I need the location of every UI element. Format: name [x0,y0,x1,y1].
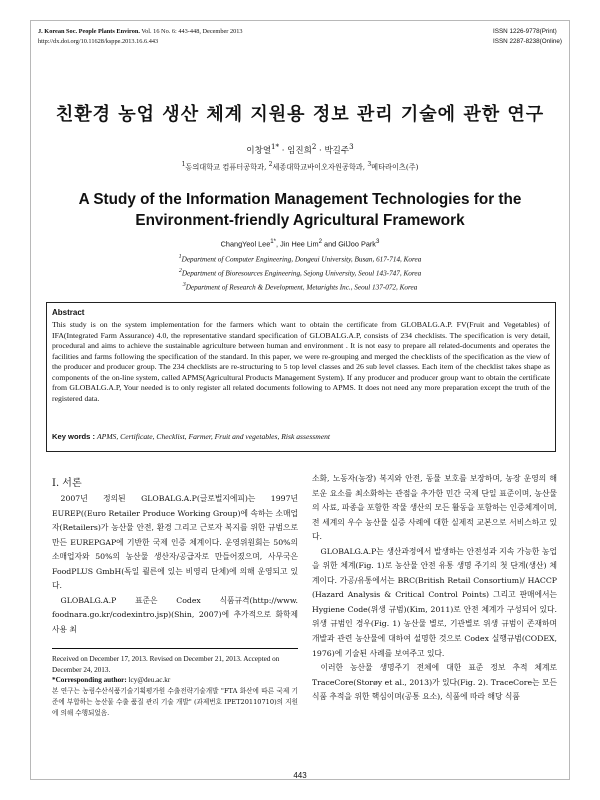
korean-affiliations: $^1$동의대학교 컴퓨터공학과, $^2$세종대학교바이오자원공학과, $^3$메타라이츠(주) [181,161,419,172]
issn-print: ISSN 1226-9778(Print) [493,28,557,35]
right-paragraph-2: GLOBALG.A.P는 생산과정에서 발생하는 안전성과 지속 가능한 농업을 위한 체계(Fig. 1)로 농산물 안전 유통 생명 주기의 첫 단계(생산) 체계이다. 가공/유통에서는 BRC(British Retail Consortium)/ HACCP (Hazard Analysis & Critical Control Points) 그리고 판매에서는 Hygiene Code(위생 규범)(Kim, 2011)로 안전 체계가 구성되어 있다. 위생 규범인 경우(Fig. 1) 농산물 별로, 기관별로 위생 규범이 존재하며 개발과 관련 농산물에 대하여 설명한 것으로 Codex 실행규범(CODEX, 1976)에 기술된 사례를 보여주고 있다. [312,546,557,658]
left-paragraph-1: 2007년 정의된 GLOBALG.A.P(글로벌지에피)는 1997년 EUREP((Euro Retailer Produce Working Group)에 속하는 소매업자(Retailers)가 농산물 안전, 환경 그리고 근로자 복지를 위한 규범으로 만든 EUREPGAP에 기반한 국제 인증 체계이다. 운영위원회는 50%의 소매업자와 50%의 농산물 생산자/공급자로 만들어졌으며, 사무국은 FoodPLUS GmbH(독일 쾰른에 있는 비영리 단체)에 의해 운영되고 있다. [52,494,298,591]
corresponding-email[interactable]: lcy@deu.ac.kr [128,676,171,685]
corresponding-label: *Corresponding author: [52,676,127,685]
corresponding-author [52,675,298,686]
footnote-divider [52,648,298,649]
keywords-label: Key words : [52,432,96,441]
english-title-line-1: A Study of the Information Management Technologies for the [78,191,522,208]
journal-header [38,27,243,47]
affiliation-1: $^1$Department of Computer Engineering, Dongeui University, Busan, 617-714, Korea [178,254,422,264]
received-dates: Received on December 17, 2013. Revised on December 21, 2013. Accepted on December 24, 2013. [52,655,280,674]
right-paragraph-1: 소화, 노동자(농장) 복지와 안전, 동물 보호를 보장하며, 농장 운영의 해로운 요소를 최소화하는 관점을 추가한 민간 국제 단일 표준이며, 농산물의 사료, 파종을 포함한 작물 생산의 모든 활동을 포함하는 인증체계이며, 전 세계의 우수 농산물 실증 사례에 대한 실제적 교본으로 서비스하고 있다. [312,474,557,542]
korean-title: 친환경 농업 생산 체계 지원용 정보 관리 기술에 관한 연구 [55,104,545,125]
korean-authors: 이창열$^{1*}$ · 임진희$^2$ · 박길주$^3$ [246,142,354,156]
page-number: 443 [293,771,307,780]
english-affiliations [0,252,600,294]
keywords-list: APMS, Certificate, Checklist, Farmer, Fruit and vegetables, Risk assessment [96,432,330,441]
abstract-text: This study is on the system implementation for the farmers which want to obtain the certificate from GLOBALG.A.P. FV(Fruit and Vegetables) of IFA(Integrated Farm Assurance) 4.0, the representative standard specification of GLOBALG.A.P, consists of 234 checklists. The specification is very detail, procedural and aims to achieve the sustainable agriculture between human and environment . It is not easy to prepare all related-documents and operates the facilities and farms following the specification of the standard. In this paper, we were re-grouping and merged the checklists of the specification as the view of the producer and producer group. The 234 checklists are re-structuring to 5 top level classes and 26 sub level classes. Each item of the checklist takes shape as components of the on-line system, called APMS(Agricultural Products Management System). If any producer and producer group want to obtain the certificate from GLOBALG.A.P, Your needed is to only register all related documents following to APMS. It does not need any more preparation except the truth of the registered data. [52,320,550,403]
doi-link[interactable]: http://dx.doi.org/10.11628/ksppe.2013.16.6.443 [38,38,159,45]
english-title-line-2: Environment-friendly Agricultural Framework [135,212,465,229]
section-heading-introduction: Ⅰ. 서론 [52,478,82,489]
keywords-line [52,432,330,441]
left-paragraph-2: GLOBALG.A.P 표준은 Codex 식품규격(http://www. foodnara.go.kr/codexintro.jsp)(Shin, 2007)에 추가적으로 화학제 사용 최 [52,595,298,634]
issn-online: ISSN 2287-8238(Online) [493,38,562,45]
affiliation-2: $^2$Department of Bioresources Engineering, Sejong University, Seoul 143-747, Korea [178,267,422,278]
english-authors: ChangYeol Lee$^{1*}$, Jin Hee Lim$^2$ and GilJoo Park$^3$ [220,238,380,249]
english-title [0,189,600,231]
footnote-block [52,654,298,718]
affiliation-3: $^3$Department of Research & Development, Metarights Inc., Seoul 137-072, Korea [182,281,418,292]
issn-block [493,27,562,47]
abstract-heading: Abstract [52,308,85,317]
left-column-body [52,492,298,642]
volume-info: Vol. 16 No. 6: 443-448, December 2013 [141,28,243,35]
right-paragraph-3: 이러한 농산물 생명주기 전체에 대한 표준 정보 추적 체계로 TraceCore(Storøy et al., 2013)가 있다(Fig. 2). TraceCore는 모든 식품 추적을 위한 핵심이며(공통 요소), 식품에 따라 해당 식품 [312,663,557,702]
right-column-body [312,472,557,705]
journal-name: J. Korean Soc. People Plants Environ. [38,28,140,35]
funding-note: 본 연구는 농림수산식품기술기획평가원 수출전략기술개발 "FTA 화산에 따른 국제 기준에 부합하는 농산물 수출 품질 관리 기술 개발" (과제번호 IPET20110710)의 지원에 의해 수행되었음. [52,687,298,717]
